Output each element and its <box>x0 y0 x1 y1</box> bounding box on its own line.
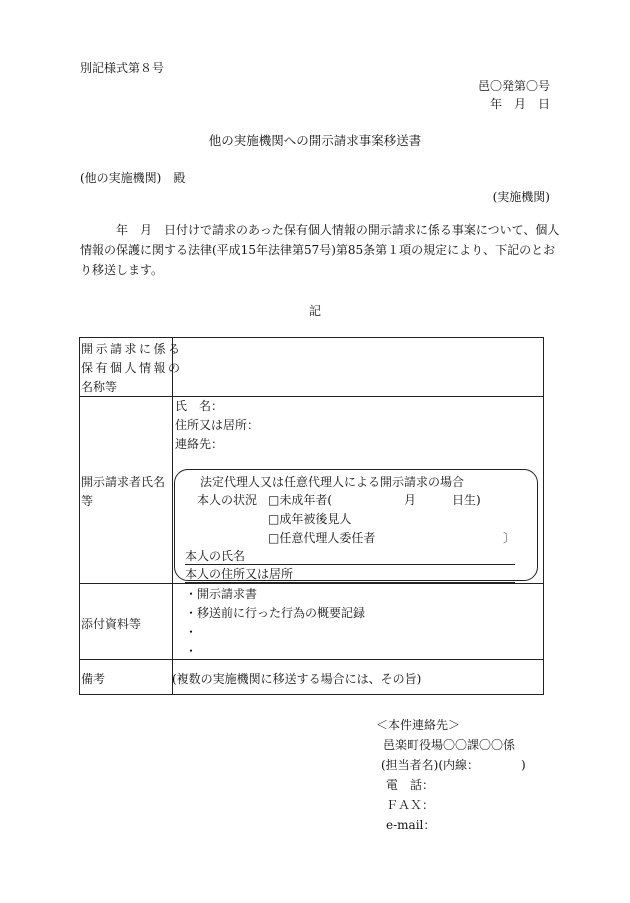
field-contact: 連絡先： <box>175 437 224 451</box>
sender-agency: (実施機関) <box>492 190 550 204</box>
document-number: 邑〇発第〇号 <box>477 79 550 93</box>
rep-title: 法定代理人又は任意代理人による開示請求の場合 <box>200 475 465 489</box>
row4-label: 備考 <box>81 672 106 686</box>
field-name: 氏 名： <box>175 399 224 413</box>
row1-label-line1: 開示請求に係る <box>81 342 183 356</box>
contact-title: ＜本件連絡先＞ <box>376 718 461 732</box>
principal-name-underline <box>185 564 515 565</box>
rep-status-label: 本人の状況 <box>197 493 258 507</box>
principal-address-underline <box>185 582 515 583</box>
column-divider <box>172 338 173 694</box>
rep-option-adult-ward: □成年被後見人 <box>268 512 352 526</box>
body-line-1: 年 月 日付けで請求のあった保有個人情報の開示請求に係る事案について、個人 <box>116 223 560 237</box>
document-date: 年 月 日 <box>489 97 550 111</box>
body-line-2: 情報の保護に関する法律(平成15年法律第57号)第85条第１項の規定により、下記のとお <box>80 243 556 257</box>
rep-option-minor: □未成年者( 月 日生) <box>268 493 481 507</box>
contact-email: e-mail： <box>386 818 436 832</box>
rep-close-bracket: 〕 <box>503 531 516 545</box>
attachment-item-4: ・ <box>185 644 198 658</box>
row2-label-line1: 開示請求者氏名 <box>81 475 166 489</box>
row-divider <box>80 583 543 584</box>
row3-label: 添付資料等 <box>81 617 142 631</box>
row1-label-line2: 保有個人情報の <box>81 361 183 375</box>
row2-label-line2: 等 <box>81 494 94 508</box>
rep-option-principal: □任意代理人委任者 <box>268 531 376 545</box>
contact-person: (担当者名)(内線： ) <box>381 758 526 772</box>
attachment-item-1: ・開示請求書 <box>185 587 258 601</box>
contact-phone: 電 話： <box>386 778 435 792</box>
addressee: (他の実施機関) 殿 <box>80 171 186 185</box>
form-number: 別記様式第８号 <box>80 61 165 75</box>
rep-principal-address-label: 本人の住所又は居所 <box>185 567 294 581</box>
document-title: 他の実施機関への開示請求事案移送書 <box>208 133 422 148</box>
row-divider <box>80 396 543 397</box>
attachment-item-3: ・ <box>185 625 198 639</box>
contact-fax: ＦＡＸ： <box>386 798 435 812</box>
contact-office: 邑楽町役場〇〇課〇〇係 <box>383 738 516 752</box>
row1-label-line3: 名称等 <box>81 380 118 394</box>
body-line-3: り移送します。 <box>80 263 164 277</box>
field-address: 住所又は居所： <box>175 418 260 432</box>
row-divider <box>80 659 543 660</box>
remarks-note: (複数の実施機関に移送する場合には、その旨) <box>172 672 422 686</box>
ki-heading: 記 <box>308 304 321 318</box>
attachment-item-2: ・移送前に行った行為の概要記録 <box>185 606 366 620</box>
rep-principal-name-label: 本人の氏名 <box>185 549 246 563</box>
